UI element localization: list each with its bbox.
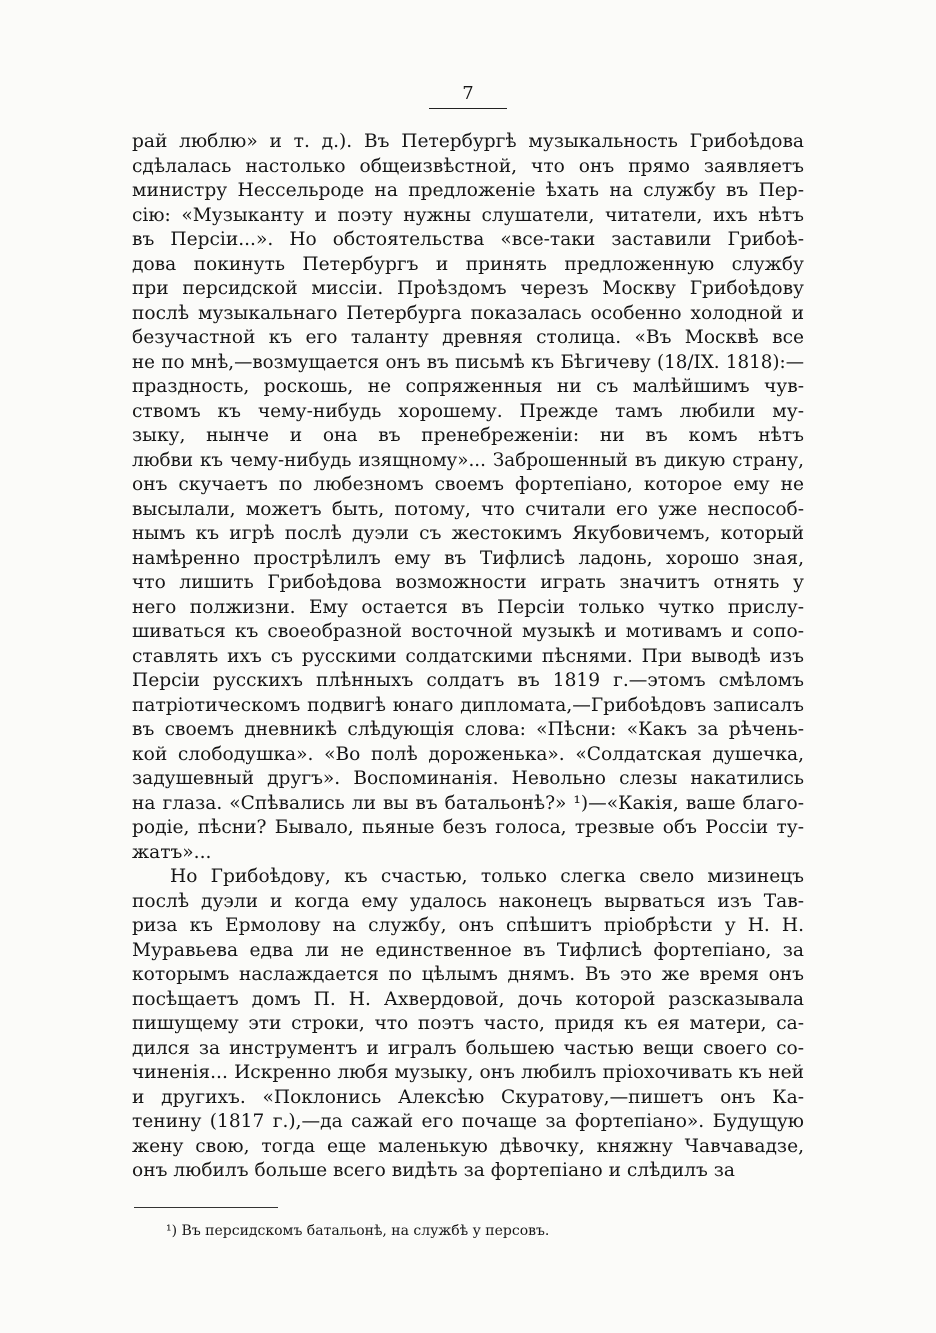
text-line: посѣщаетъ домъ П. Н. Ахвердовой, дочь которой разсказывала bbox=[132, 988, 804, 1010]
text-line: шиваться къ своеобразной восточной музыкѣ и мотивамъ и сопо- bbox=[132, 621, 804, 642]
text-line: тенину (1817 г.),—да сажай его почаще за фортепіано». Будущую bbox=[132, 1111, 804, 1132]
text-line: ствомъ къ чему-нибудь хорошему. Прежде тамъ любили му- bbox=[132, 400, 804, 422]
text-line: праздность, роскошь, не сопряженныя ни съ малѣйшимъ чув- bbox=[132, 376, 804, 397]
text-line: послѣ музыкальнаго Петербурга показалась особенно холодной и bbox=[132, 302, 804, 324]
text-line: послѣ дуэли и когда ему удалось наконецъ вырваться изъ Тав- bbox=[132, 890, 804, 912]
footnote-separator bbox=[134, 1207, 278, 1208]
text-line: въ Персіи...». Но обстоятельства «все-таки заставили Грибоѣ- bbox=[132, 229, 804, 250]
text-line: Но Грибоѣдову, къ счастью, только слегка свело мизинецъ bbox=[170, 866, 804, 887]
footnote: ¹) Въ персидскомъ батальонѣ, на службѣ у персовъ. bbox=[166, 1223, 550, 1239]
text-line: при персидской миссіи. Проѣздомъ черезъ Москву Грибоѣдову bbox=[132, 278, 804, 299]
text-line: которымъ наслаждается по цѣлымъ днямъ. Въ это же время онъ bbox=[132, 964, 804, 985]
text-line: зыку, нынче и она въ пренебреженіи: ни въ комъ нѣтъ bbox=[132, 425, 804, 446]
text-line: жену свою, тогда еще маленькую дѣвочку, княжну Чавчавадзе, bbox=[132, 1135, 804, 1157]
text-line: не по мнѣ,—возмущается онъ въ письмѣ къ Бѣгичеву (18/IX. 1818):— bbox=[132, 351, 804, 373]
text-line: патріотическомъ подвигѣ юнаго дипломата,—Грибоѣдовъ записалъ bbox=[132, 694, 804, 716]
text-line: Персіи русскихъ плѣнныхъ солдатъ въ 1819 г.—этомъ смѣломъ bbox=[132, 670, 804, 691]
text-line: онъ любилъ больше всего видѣть за фортепіано и слѣдилъ за bbox=[132, 1160, 735, 1181]
text-line: что лишить Грибоѣдова возможности играть значитъ отнять у bbox=[132, 572, 804, 593]
text-line: министру Нессельроде на предложеніе ѣхать на службу въ Пер- bbox=[132, 180, 804, 201]
text-line: сію: «Музыканту и поэту нужны слушатели, читатели, ихъ нѣтъ bbox=[132, 204, 804, 226]
text-line: нымъ къ игрѣ послѣ дуэли съ жестокимъ Якубовичемъ, который bbox=[132, 523, 804, 544]
text-line: рай люблю» и т. д.). Въ Петербургѣ музыкальность Грибоѣдова bbox=[132, 131, 804, 152]
body-text bbox=[132, 130, 804, 1184]
text-line: и другихъ. «Поклонись Алексѣю Скуратову,—пишетъ онъ Ка- bbox=[132, 1086, 804, 1108]
text-line: Муравьева едва ли не единственное въ Тифлисѣ фортепіано, за bbox=[132, 939, 804, 961]
text-line: задушевный другъ». Воспоминанія. Невольно слезы накатились bbox=[132, 768, 804, 789]
text-line: сдѣлалась настолько общеизвѣстной, что онъ прямо заявляетъ bbox=[132, 155, 804, 177]
page-number: 7 bbox=[462, 83, 474, 104]
page-number-rule bbox=[429, 108, 507, 109]
text-line: любви къ чему-нибудь изящному»... Заброшенный въ дикую страну, bbox=[132, 449, 804, 471]
text-line: пишущему эти строки, что поэтъ часто, придя къ ея матери, са- bbox=[132, 1013, 804, 1034]
text-line: дился за инструментъ и игралъ большею частью вещи своего со- bbox=[132, 1037, 804, 1059]
text-line: него полжизни. Ему остается въ Персіи только чутко прислу- bbox=[132, 596, 804, 618]
text-line: намѣренно прострѣлилъ ему въ Тифлисѣ ладонь, хорошо зная, bbox=[132, 547, 804, 569]
text-line: въ своемъ дневникѣ слѣдующія слова: «Пѣсни: «Какъ за рѣчень- bbox=[132, 719, 804, 740]
text-line: чиненія... Искренно любя музыку, онъ любилъ пріохочивать къ ней bbox=[132, 1062, 804, 1083]
text-line: родіе, пѣсни? Бывало, пьяные безъ голоса, трезвые объ Россіи ту- bbox=[132, 817, 804, 838]
text-line: онъ скучаетъ по любезномъ своемъ фортепіано, которое ему не bbox=[132, 474, 804, 495]
text-line: ставлять ихъ съ русскими солдатскими пѣснями. При выводѣ изъ bbox=[132, 645, 804, 667]
text-line: высылали, можетъ быть, потому, что считали его уже неспособ- bbox=[132, 498, 804, 520]
text-line: кой слободушка». «Во полѣ дороженька». «Солдатская душечка, bbox=[132, 743, 804, 765]
text-line: дова покинуть Петербургъ и принять предложенную службу bbox=[132, 253, 804, 275]
text-line: жатъ»... bbox=[132, 841, 212, 863]
text-line: на глаза. «Спѣвались ли вы въ батальонѣ?» ¹)—«Какія, ваше благо- bbox=[132, 792, 804, 814]
text-line: риза къ Ермолову на службу, онъ спѣшитъ пріобрѣсти у Н. Н. bbox=[132, 915, 804, 936]
text-line: безучастной къ его таланту древняя столица. «Въ Москвѣ все bbox=[132, 327, 804, 348]
